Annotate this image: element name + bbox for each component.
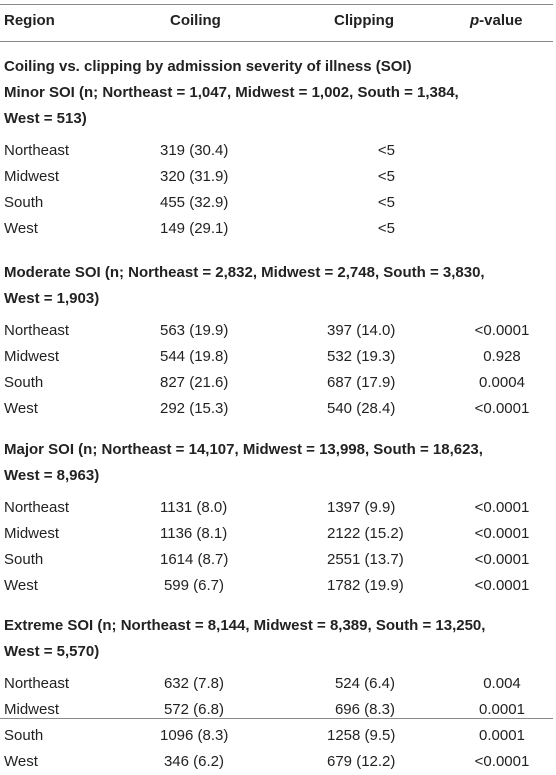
table-row (0, 164, 556, 190)
table-row (0, 370, 556, 396)
pvalue-cell: <0.0001 (474, 499, 530, 516)
table-row (0, 697, 556, 723)
clipping-cell: 2551 (13.7) (327, 551, 404, 568)
region-cell: South (4, 194, 44, 211)
coiling-cell: 1096 (8.3) (160, 727, 229, 744)
clipping-cell: <5 (377, 194, 395, 211)
coiling-cell: 319 (30.4) (160, 142, 229, 159)
coiling-cell: 544 (19.8) (160, 348, 229, 365)
coiling-cell: 599 (6.7) (163, 577, 224, 594)
clipping-cell: 397 (14.0) (327, 322, 396, 339)
coiling-cell: 149 (29.1) (160, 220, 229, 237)
group-title-line2: West = 1,903) (4, 290, 100, 307)
pvalue-cell: <0.0001 (474, 577, 530, 594)
group-title-line1: Major SOI (n; Northeast = 14,107, Midwest = 13,998, South = 18,623, (4, 441, 483, 458)
group-title-line1: Extreme SOI (n; Northeast = 8,144, Midwest = 8,389, South = 13,250, (4, 617, 486, 634)
table-row (0, 573, 556, 599)
table-row (0, 671, 556, 697)
clipping-cell: 532 (19.3) (327, 348, 396, 365)
region-cell: Midwest (4, 168, 60, 185)
region-cell: Northeast (4, 675, 70, 692)
pvalue-cell: <0.0001 (474, 753, 530, 770)
region-cell: South (4, 374, 44, 391)
clipping-cell: 1397 (9.9) (327, 499, 396, 516)
header-row (0, 8, 556, 34)
coiling-cell: 1614 (8.7) (160, 551, 229, 568)
region-cell: Midwest (4, 701, 60, 718)
pvalue-cell: <0.0001 (474, 400, 530, 417)
pvalue-cell: 0.928 (483, 348, 521, 365)
clipping-cell: 696 (8.3) (334, 701, 395, 718)
table-row (0, 547, 556, 573)
header-region: Region (4, 12, 55, 29)
group-title-line1: Minor SOI (n; Northeast = 1,047, Midwest = 1,002, South = 1,384, (4, 84, 459, 101)
pvalue-cell: 0.0004 (479, 374, 525, 391)
coiling-cell: 563 (19.9) (160, 322, 229, 339)
clipping-cell: 1258 (9.5) (327, 727, 396, 744)
header-pvalue-italic: p (470, 12, 480, 29)
table-row (0, 521, 556, 547)
clipping-cell: 540 (28.4) (327, 400, 396, 417)
region-cell: Northeast (4, 322, 70, 339)
pvalue-cell: <0.0001 (474, 525, 530, 542)
coiling-cell: 827 (21.6) (160, 374, 229, 391)
clipping-cell: 679 (12.2) (327, 753, 396, 770)
section-title-row (0, 54, 556, 80)
table-row (0, 495, 556, 521)
region-cell: Midwest (4, 525, 60, 542)
group-title-line2: West = 513) (4, 110, 87, 127)
clipping-cell: <5 (377, 168, 395, 185)
pvalue-cell: <0.0001 (474, 551, 530, 568)
group-title-line2: West = 5,570) (4, 643, 100, 660)
coiling-cell: 1131 (8.0) (160, 499, 228, 516)
coiling-cell: 320 (31.9) (160, 168, 229, 185)
clipping-cell: 1782 (19.9) (327, 577, 404, 594)
group-title-line2: West = 8,963) (4, 467, 100, 484)
clipping-cell: 524 (6.4) (334, 675, 395, 692)
table-row (0, 138, 556, 164)
header-pvalue (470, 8, 523, 34)
clipping-cell: 687 (17.9) (327, 374, 396, 391)
pvalue-cell: <0.0001 (474, 322, 530, 339)
coiling-cell: 1136 (8.1) (160, 525, 228, 542)
table-row (0, 190, 556, 216)
header-pvalue-rest: -value (479, 12, 523, 29)
bottom-rule (0, 718, 553, 719)
top-rule (0, 4, 553, 5)
region-cell: South (4, 727, 44, 744)
pvalue-cell: 0.0001 (479, 727, 525, 744)
header-rule (0, 41, 553, 42)
pvalue-cell: 0.004 (483, 675, 521, 692)
region-cell: West (4, 220, 38, 237)
region-cell: Northeast (4, 499, 70, 516)
table-row (0, 318, 556, 344)
section-title: Coiling vs. clipping by admission severity of illness (SOI) (4, 58, 412, 75)
header-coiling: Coiling (170, 12, 221, 29)
group-title-line1: Moderate SOI (n; Northeast = 2,832, Midwest = 2,748, South = 3,830, (4, 264, 485, 281)
coiling-cell: 632 (7.8) (163, 675, 224, 692)
clipping-cell: <5 (377, 220, 395, 237)
table-row (0, 216, 556, 242)
region-cell: Midwest (4, 348, 60, 365)
coiling-cell: 572 (6.8) (163, 701, 224, 718)
region-cell: Northeast (4, 142, 70, 159)
table-row (0, 723, 556, 749)
region-cell: South (4, 551, 44, 568)
region-cell: West (4, 753, 38, 770)
pvalue-cell: 0.0001 (479, 701, 525, 718)
region-cell: West (4, 577, 38, 594)
clipping-cell: <5 (377, 142, 395, 159)
table-row (0, 344, 556, 370)
coiling-cell: 292 (15.3) (160, 400, 229, 417)
coiling-cell: 455 (32.9) (160, 194, 229, 211)
table-row (0, 396, 556, 422)
clipping-cell: 2122 (15.2) (327, 525, 404, 542)
header-clipping: Clipping (334, 12, 394, 29)
coiling-cell: 346 (6.2) (163, 753, 224, 770)
region-cell: West (4, 400, 38, 417)
table-row (0, 749, 556, 775)
